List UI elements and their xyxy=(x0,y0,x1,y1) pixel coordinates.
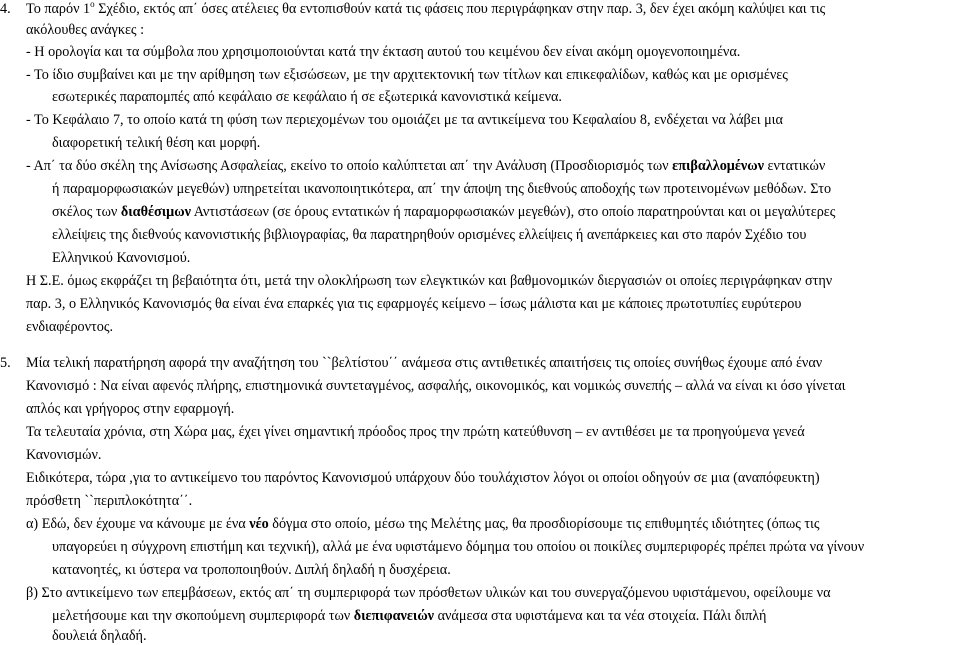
text-span: μελετήσουμε και την σκοπούμενη συμπεριφορά των xyxy=(52,608,354,624)
item4-bullet1: - Η ορολογία και τα σύμβολα που χρησιμοποιούνται κατά την έκταση αυτού του κειμένου δεν είναι ακόμη ομογενοποιημένα. xyxy=(26,44,741,60)
item5-point-b-line3: δουλειά δηλαδή. xyxy=(52,628,147,644)
text-span: σκέλος των xyxy=(52,204,121,220)
item4-bullet2-line1: - Το ίδιο συμβαίνει και με την αρίθμηση των εξισώσεων, με την αρχιτεκτονική των τίτλων και επικεφαλίδων, καθώς και με ορισμένες xyxy=(26,67,788,83)
item4-closing-line3: ενδιαφέροντος. xyxy=(26,319,114,335)
item5-point-b-line1: β) Στο αντικείμενο των επεμβάσεων, εκτός απ΄ τη συμπεριφορά των πρόσθετων υλικών και του συνεργαζόμενου υφιστάμενου, οφείλουμε να xyxy=(26,585,831,601)
item4-intro-line2: ακόλουθες ανάγκες : xyxy=(26,22,145,38)
item4-bullet4-line5: Ελληνικού Κανονισμού. xyxy=(52,250,191,266)
text-span: - Απ΄ τα δύο σκέλη της Ανίσωσης Ασφαλείας, εκείνο το οποίο καλύπτεται απ΄ την Ανάλυση (Προσδιορισμός των xyxy=(26,158,673,174)
item4-closing-line1: Η Σ.Ε. όμως εκφράζει τη βεβαιότητα ότι, μετά την ολοκλήρωση των ελεγκτικών και βαθμονομικών διεργασιών οι οποίες περιγράφηκαν στην xyxy=(26,273,833,289)
item5-p2-line1: Τα τελευταία χρόνια, στη Χώρα μας, έχει γίνει σημαντική πρόοδος προς την πρώτη κατεύθυνση – εν αντιθέσει με τα προηγούμενα γενεά xyxy=(26,424,805,440)
item-number-4: 4. xyxy=(0,1,11,17)
item4-intro-line1 xyxy=(26,0,825,18)
item5-p1-line2: Κανονισμό : Να είναι αφενός πλήρης, επιστημονικά συντεταγμένος, ασφαλής, οικονομικός, και νομικώς συνεπής – αλλά να είναι κι όσο γίνεται xyxy=(26,378,846,394)
item-number-5: 5. xyxy=(0,355,11,371)
item4-intro-text: Το παρόν 1 xyxy=(26,1,91,17)
text-span: ανάμεσα στα υφιστάμενα και τα νέα στοιχεία. Πάλι διπλή xyxy=(434,608,767,624)
item5-point-a-line1 xyxy=(26,515,820,533)
item5-point-a-line3: κατανοητές, κι ύστερα να τροποποιηθούν. Διπλή δηλαδή η δυσχέρεια. xyxy=(52,562,451,578)
item5-p3-line2: πρόσθετη ``περιπλοκότητα΄΄. xyxy=(26,493,193,509)
text-span: δόγμα στο οποίο, μέσω της Μελέτης μας, θα προσδιορίσουμε τις επιθυμητές ιδιότητες (όπως τις xyxy=(268,516,820,532)
item4-bullet4-line3 xyxy=(52,203,835,221)
bold-term: νέο xyxy=(249,516,269,532)
item4-closing-line2: παρ. 3, ο Ελληνικός Κανονισμός θα είναι ένα επαρκές για τις εφαρμογές κείμενο – ίσως μάλιστα και με κάποιες πρωτοτυπίες ευρύτερου xyxy=(26,296,802,312)
item5-point-a-line2: υπαγορεύει η σύγχρονη επιστήμη και τεχνική), αλλά με ένα υφιστάμενο δόμημα του οποίου οι ποικίλες συμπεριφορές πρέπει πρώτα να γίνουν xyxy=(52,539,865,555)
item5-point-b-line2 xyxy=(52,607,766,625)
item4-bullet4-line4: ελλείψεις της διεθνούς κανονιστικής βιβλιογραφίας, θα παρατηρηθούν ορισμένες ελλείψεις ή ανεπάρκειες και στο παρόν Σχέδιο του xyxy=(52,227,807,243)
superscript-o: ο xyxy=(90,0,95,9)
bold-term: διαθέσιμων xyxy=(120,204,191,220)
item5-p3-line1: Ειδικότερα, τώρα ,για το αντικείμενο του παρόντος Κανονισμού υπάρχουν δύο τουλάχιστον λόγοι οι οποίοι οδηγούν σε μια (αναπόφευκτη) xyxy=(26,470,820,486)
text-span: Αντιστάσεων (σε όρους εντατικών ή παραμορφωσιακών μεγεθών), στο οποίο παρατηρούνται και οι μεγαλύτερες xyxy=(190,204,836,220)
text-span: α) Εδώ, δεν έχουμε να κάνουμε με ένα xyxy=(26,516,250,532)
item5-p2-line2: Κανονισμών. xyxy=(26,447,102,463)
item4-bullet4-line1 xyxy=(26,157,825,175)
item4-bullet3-line1: - Το Κεφάλαιο 7, το οποίο κατά τη φύση των περιεχομένων του ομοιάζει με τα αντικείμενα του Κεφαλαίου 8, ενδέχεται να λάβει μια xyxy=(26,112,783,128)
text-span: εντατικών xyxy=(763,158,826,174)
item5-p1-line1: Μία τελική παρατήρηση αφορά την αναζήτηση του ``βελτίστου΄΄ ανάμεσα στις αντιθετικές απαιτήσεις τις οποίες συνήθως έχουμε από έναν xyxy=(26,355,823,371)
item4-bullet3-line2: διαφορετική τελική θέση και μορφή. xyxy=(52,135,261,151)
item4-bullet4-line2: ή παραμορφωσιακών μεγεθών) υπηρετείται ικανοποιητικότερα, απ΄ την άποψη της διεθνούς αποδοχής των προτεινομένων μεθόδων. Στο xyxy=(52,181,832,197)
item4-bullet2-line2: εσωτερικές παραπομπές από κεφάλαιο σε κεφάλαιο ή σε εξωτερικά κανονιστικά κείμενα. xyxy=(52,89,562,105)
item4-intro-text-rest: Σχέδιο, εκτός απ΄ όσες ατέλειες θα εντοπισθούν κατά τις φάσεις που περιγράφηκαν στην παρ. 3, δεν έχει ακόμη καλύψει και τις xyxy=(94,1,826,17)
bold-term: επιβαλλομένων xyxy=(672,158,764,174)
bold-term: διεπιφανειών xyxy=(353,608,435,624)
item5-p1-line3: απλός και γρήγορος στην εφαρμογή. xyxy=(26,401,235,417)
